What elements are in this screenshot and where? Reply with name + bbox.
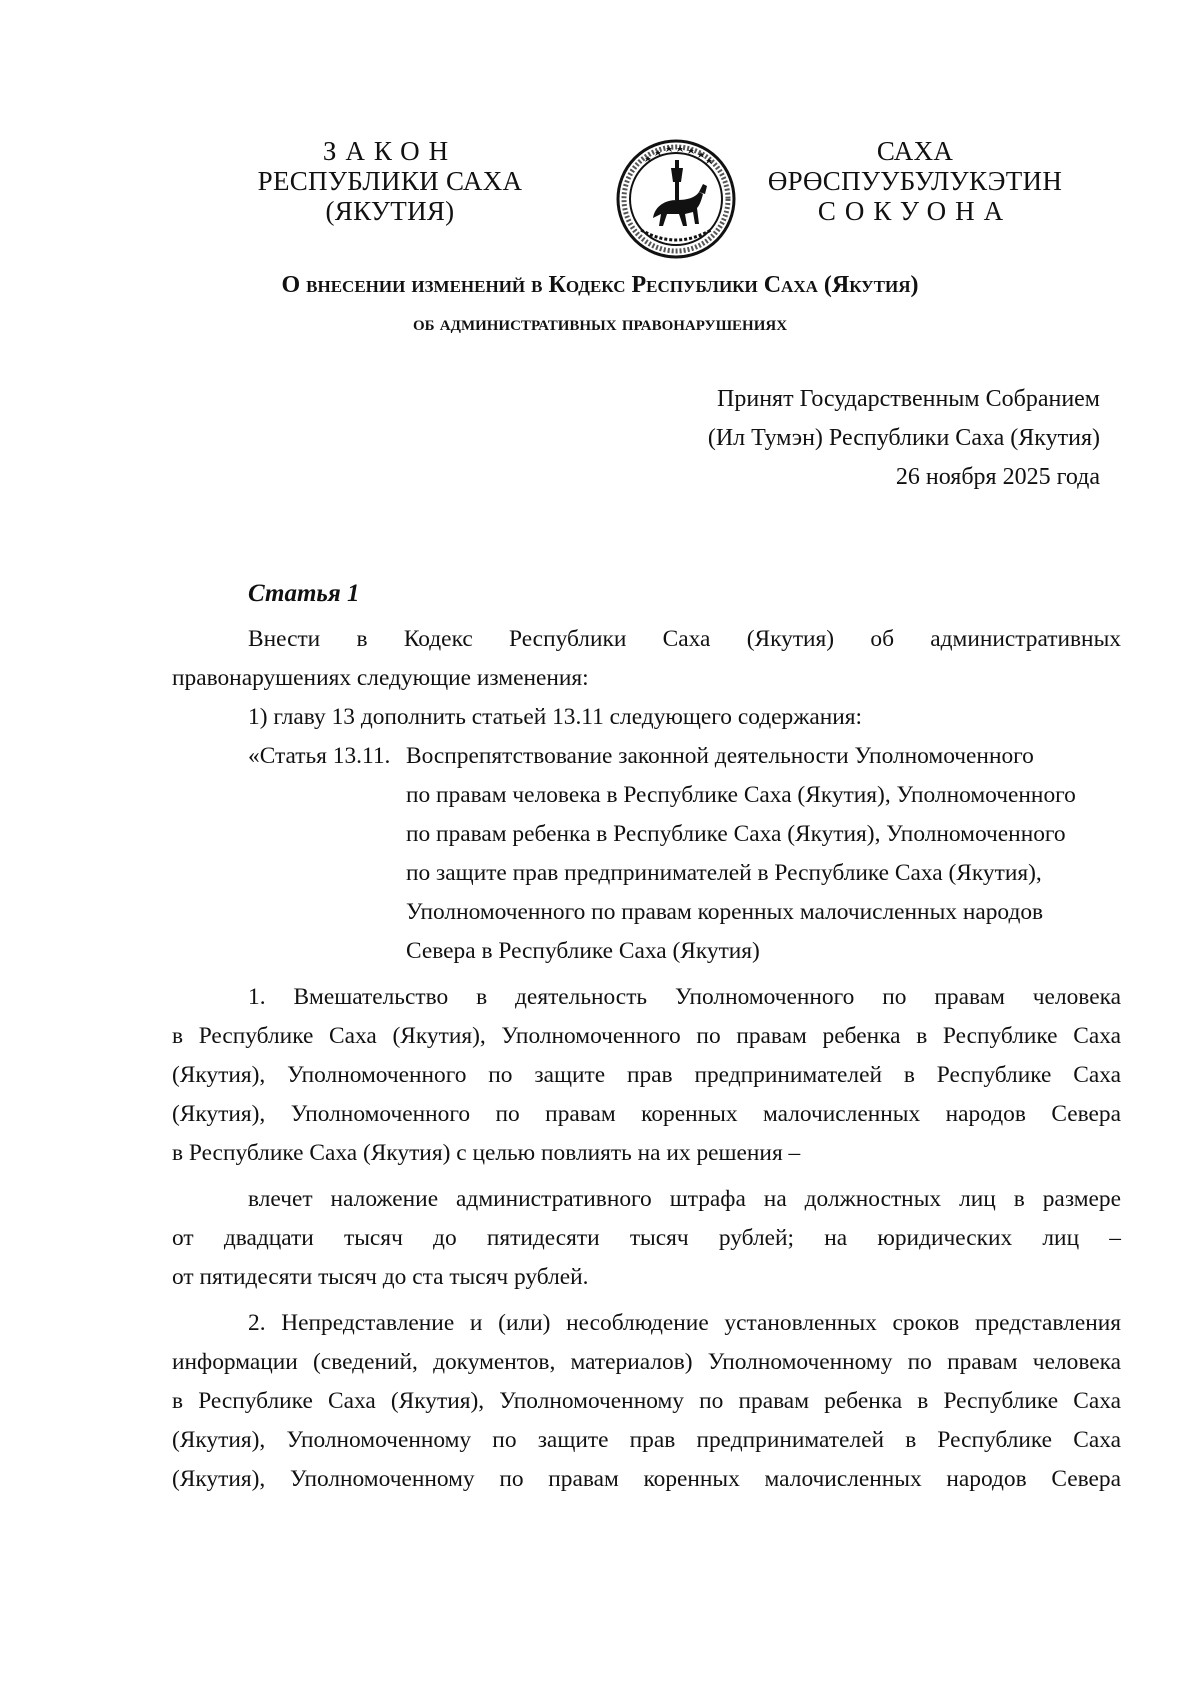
header-left (200, 136, 580, 226)
new-article-title-line1: Воспрепятствование законной деятельности Уполномоченного (406, 743, 1034, 769)
new-article-prefix: «Статья 13.11. (248, 743, 391, 769)
article-1-intro-line1: Внести в Кодекс Республики Саха (Якутия) об административных (248, 626, 1121, 652)
adoption-date: 26 ноября 2025 года (895, 464, 1100, 490)
paragraph-1-line5: в Республике Саха (Якутия) с целью повлиять на их решения – (172, 1140, 801, 1166)
article-1-item-1: 1) главу 13 дополнить статьей 13.11 следующего содержания: (248, 704, 863, 730)
header-left-line2: РЕСПУБЛИКИ САХА (ЯКУТИЯ) (257, 166, 523, 226)
paragraph-2-line1: 2. Непредставление и (или) несоблюдение установленных сроков представления (248, 1310, 1121, 1336)
paragraph-1-line2: в Республике Саха (Якутия), Уполномоченного по правам ребенка в Республике Саха (172, 1023, 1121, 1049)
penalty-line1: влечет наложение административного штрафа на должностных лиц в размере (248, 1186, 1121, 1212)
new-article-title-line6: Севера в Республике Саха (Якутия) (406, 938, 760, 964)
header-right-line1: САХА ӨРӨСПУУБУЛУКЭТИН (767, 136, 1063, 196)
paragraph-1-line1: 1. Вмешательство в деятельность Уполномоченного по правам человека (248, 984, 1121, 1010)
new-article-title-line5: Уполномоченного по правам коренных малочисленных народов (406, 899, 1044, 925)
paragraph-2-line3: в Республике Саха (Якутия), Уполномоченному по правам ребенка в Республике Саха (172, 1388, 1121, 1414)
header-left-line1: ЗАКОН (322, 136, 458, 166)
new-article-title-line4: по защите прав предпринимателей в Республике Саха (Якутия), (406, 860, 1042, 886)
header-right (745, 136, 1085, 226)
adoption-line2: (Ил Тумэн) Республики Саха (Якутия) (707, 425, 1100, 451)
paragraph-1-line3: (Якутия), Уполномоченного по защите прав предпринимателей в Республике Саха (172, 1062, 1121, 1088)
document-title-line2: об административных правонарушениях (412, 311, 788, 335)
header-right-line2: СОКУОНА (817, 196, 1013, 226)
article-1-intro-line2: правонарушениях следующие изменения: (172, 665, 589, 691)
penalty-line3: от пятидесяти тысяч до ста тысяч рублей. (172, 1264, 589, 1290)
new-article-title-line2: по правам человека в Республике Саха (Якутия), Уполномоченного (406, 782, 1076, 808)
document-title-line1: О внесении изменений в Кодекс Республики Саха (Якутия) (281, 272, 919, 298)
paragraph-1-line4: (Якутия), Уполномоченного по правам коренных малочисленных народов Севера (172, 1101, 1121, 1127)
paragraph-2-line2: информации (сведений, документов, материалов) Уполномоченному по правам человека (172, 1349, 1121, 1375)
article-1-heading: Статья 1 (248, 580, 360, 607)
paragraph-2-line5: (Якутия), Уполномоченному по правам коренных малочисленных народов Севера (172, 1466, 1121, 1492)
new-article-title-line3: по правам ребенка в Республике Саха (Якутия), Уполномоченного (406, 821, 1066, 847)
adoption-line1: Принят Государственным Собранием (717, 386, 1100, 412)
paragraph-2-line4: (Якутия), Уполномоченному по защите прав предпринимателей в Республике Саха (172, 1427, 1121, 1453)
penalty-line2: от двадцати тысяч до пятидесяти тысяч рублей; на юридических лиц – (172, 1225, 1121, 1251)
coat-of-arms-icon (615, 138, 737, 260)
